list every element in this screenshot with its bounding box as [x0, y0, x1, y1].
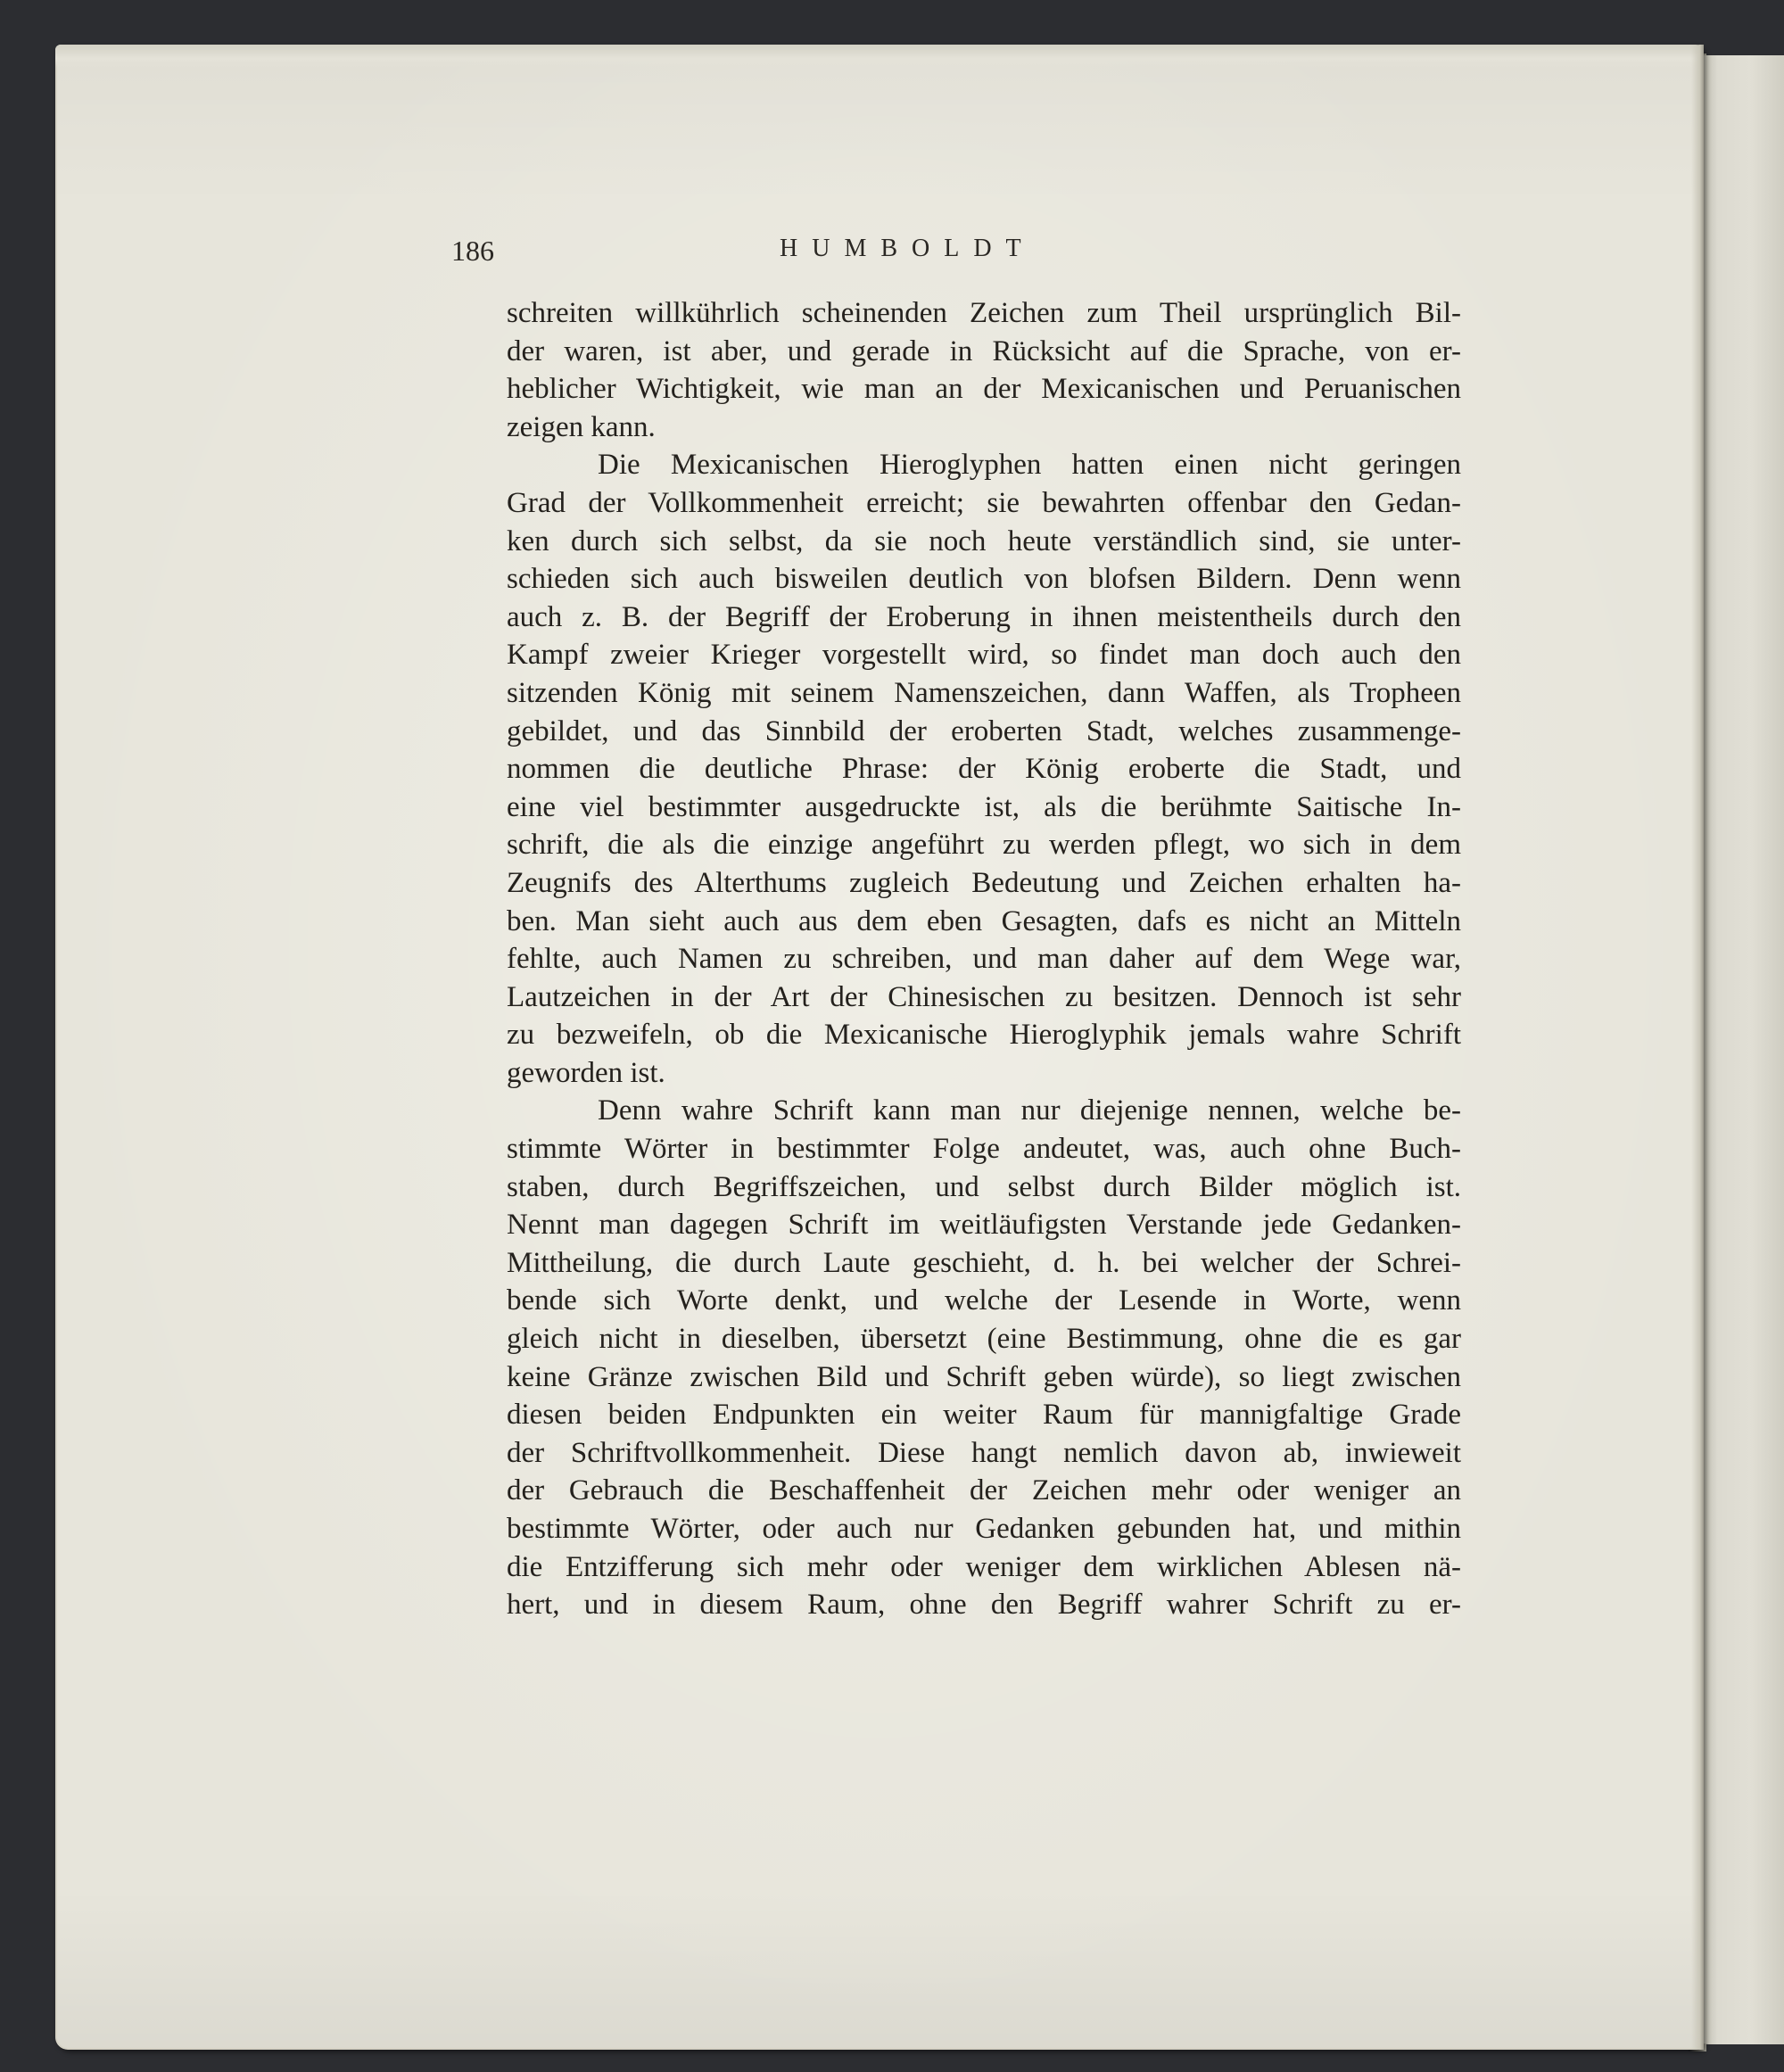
text-line: staben, durch Begriffszeichen, und selbst durch Bilder möglich ist. [507, 1170, 1461, 1203]
text-line: eine viel bestimmter ausgedruckte ist, als die berühmte Saitische In- [507, 790, 1461, 823]
text-line: die Entzifferung sich mehr oder weniger dem wirklichen Ablesen nä- [507, 1550, 1461, 1583]
text-line: ben. Man sieht auch aus dem eben Gesagten, dafs es nicht an Mitteln [507, 904, 1461, 937]
text-line: zeigen kann. [507, 410, 656, 443]
text-line: Zeugnifs des Alterthums zugleich Bedeutung und Zeichen erhalten ha- [507, 866, 1461, 899]
text-line: bende sich Worte denkt, und welche der Lesende in Worte, wenn [507, 1284, 1461, 1317]
text-line: heblicher Wichtigkeit, wie man an der Mexicanischen und Peruanischen [507, 373, 1461, 406]
text-line: gleich nicht in dieselben, übersetzt (eine Bestimmung, ohne die es gar [507, 1323, 1461, 1356]
page-number: 186 [451, 235, 494, 267]
text-line: der Schriftvollkommenheit. Diese hangt nemlich davon ab, inwieweit [507, 1436, 1461, 1469]
adjacent-leaf [1699, 55, 1784, 2044]
text-line: auch z. B. der Begriff der Eroberung in ihnen meistentheils durch den [507, 600, 1461, 633]
text-line: keine Gränze zwischen Bild und Schrift geben würde), so liegt zwischen [507, 1360, 1461, 1393]
text-line: Lautzeichen in der Art der Chinesischen zu besitzen. Dennoch ist sehr [507, 980, 1461, 1013]
paragraph-first-line: Denn wahre Schrift kann man nur diejenige nennen, welche be- [598, 1094, 1461, 1127]
text-line: schreiten willkührlich scheinenden Zeichen zum Theil ursprünglich Bil- [507, 297, 1461, 329]
paragraph-first-line: Die Mexicanischen Hieroglyphen hatten einen nicht geringen [598, 449, 1461, 482]
text-line: der waren, ist aber, und gerade in Rücksicht auf die Sprache, von er- [507, 334, 1461, 367]
text-line: fehlte, auch Namen zu schreiben, und man daher auf dem Wege war, [507, 943, 1461, 976]
text-line: geworden ist. [507, 1056, 665, 1089]
text-line: Grad der Vollkommenheit erreicht; sie bewahrten offenbar den Gedan- [507, 486, 1461, 519]
text-line: der Gebrauch die Beschaffenheit der Zeichen mehr oder weniger an [507, 1474, 1461, 1507]
running-head [451, 227, 1147, 281]
page-right-edge [1691, 45, 1704, 2050]
text-line: sitzenden König mit seinem Namenszeichen, dann Waffen, als Tropheen [507, 676, 1461, 709]
text-line: nommen die deutliche Phrase: der König eroberte die Stadt, und [507, 753, 1461, 786]
page-top-edge [55, 45, 1704, 68]
text-line: ken durch sich selbst, da sie noch heute verständlich sind, sie unter- [507, 524, 1461, 557]
text-line: schieden sich auch bisweilen deutlich von blofsen Bildern. Denn wenn [507, 563, 1461, 596]
text-line: zu bezweifeln, ob die Mexicanische Hieroglyphik jemals wahre Schrift [507, 1019, 1461, 1052]
body-text [507, 294, 1461, 1624]
text-line: Nennt man dagegen Schrift im weitläufigsten Verstande jede Gedanken- [507, 1209, 1461, 1242]
text-line: diesen beiden Endpunkten ein weiter Raum für mannigfaltige Grade [507, 1399, 1461, 1432]
text-line: hert, und in diesem Raum, ohne den Begriff wahrer Schrift zu er- [507, 1589, 1461, 1622]
text-line: bestimmte Wörter, oder auch nur Gedanken gebunden hat, und mithin [507, 1513, 1461, 1545]
text-line: schrift, die als die einzige angeführt zu werden pflegt, wo sich in dem [507, 829, 1461, 862]
running-title: HUMBOLDT [780, 235, 1036, 262]
text-line: gebildet, und das Sinnbild der eroberten Stadt, welches zusammenge- [507, 714, 1461, 747]
text-line: stimmte Wörter in bestimmter Folge andeutet, was, auch ohne Buch- [507, 1133, 1461, 1166]
text-line: Mittheilung, die durch Laute geschieht, d. h. bei welcher der Schrei- [507, 1246, 1461, 1279]
text-line: Kampf zweier Krieger vorgestellt wird, so findet man doch auch den [507, 639, 1461, 672]
